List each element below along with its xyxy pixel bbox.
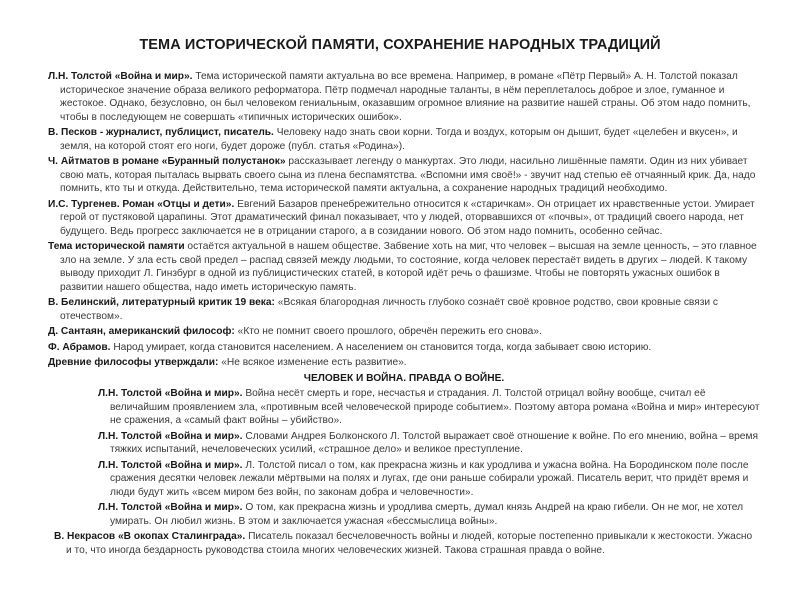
paragraph-lead: В. Белинский, литературный критик 19 века: [48, 297, 275, 308]
paragraph [48, 325, 760, 339]
paragraph-text: Писатель показал бесчеловечность войны и людей, которые постепенно привыкали к жестокости. Ужасно и то, что иногда бездарность руководства стоила многих человеческих жизней. Такова страшная правда о войне. [66, 531, 753, 556]
paragraph-text: остаётся актуальной в нашем обществе. Забвение хоть на миг, что человек – высшая на земле ценность, – это главное зло на земле. У зла есть свой предел – распад связей между людьми, то состояние, когда человек перестаёт видеть в других – людей. К такому выводу приходит Л. Гинзбург в одной из публицистических статей, в которой идёт речь о фашизме. Чтобы не повторять ужасных ошибок в развитии нашего общества, надо иметь историческую память. [60, 241, 757, 293]
paragraph [48, 155, 760, 196]
paragraph-text: «Не всякое изменение есть развитие». [218, 357, 407, 368]
paragraph-text: Л. Толстой писал о том, как прекрасна жизнь и как уродлива и ужасна война. На Бородинском поле после сражения десятки человек лежали мёртвыми на полях и лугах, где они раньше собирали урожай. Писатель верит, что придёт время и люди будут жить «всем миром без войн, по законам добра и человечности». [110, 459, 749, 498]
paragraph [48, 341, 760, 355]
paragraph-text: Евгений Базаров пренебрежительно относится к «старичкам». Он отрицает их нравственные устои. Умирает герой от пустяковой царапины. Этот драматический финал показывает, что у людей, оторвавшихся от «почвы», от традиций своего народа, нет будущего. Ведь прогресс заключается не в отрицании старого, а в созидании нового. Об этом надо помнить, особенно сейчас. [60, 198, 755, 237]
paragraph [48, 501, 760, 528]
paragraph-lead: Л.Н. Толстой «Война и мир». [98, 459, 243, 471]
paragraph-text: Война несёт смерть и горе, несчастья и страдания. Л. Толстой отрицал войну вообще, считал её величайшим проявлением зла, «противным всей человеческой природе событием». Поэтому автора романа «Война и мир» интересуют не сражения, а «самый факт войны – убийство». [110, 388, 760, 426]
paragraph [48, 430, 760, 457]
paragraph-lead: В. Песков - журналист, публицист, писатель. [48, 127, 274, 138]
paragraph [48, 198, 760, 239]
paragraph-text: рассказывает легенду о манкуртах. Это люди, насильно лишённые памяти. Один из них убивает свою мать, которая пыталась вырвать своего сына из плена беспамятства. «Вспомни имя своё!» - звучит над степью её отчаянный крик. Да, надо помнить, кто ты и откуда. Действительно, тема исторической памяти актуальна, а сохранение народных традиций необходимо. [60, 156, 756, 194]
paragraph-lead: Д. Сантаян, американский философ: [48, 326, 235, 337]
paragraph-lead: Ф. Абрамов. [48, 341, 111, 353]
paragraph [48, 356, 760, 370]
paragraph-text: Тема исторической памяти актуальна во все времена. Например, в романе «Пётр Первый» А. Н. Толстой показал историческое значение образа великого реформатора. Пётр подмечал народные таланты, в нём переплеталось доброе и злое, гуманное и жестокое. Однако, безусловно, он был человеком гениальным, оказавшим огромное влияние на развитие нашей страны. Об этом надо помнить, чтобы в последующем не совершать «типичных исторических ошибок». [60, 71, 751, 123]
paragraph-text: Словами Андрея Болконского Л. Толстой выражает своё отношение к войне. По его мнению, война – время тяжких испытаний, нечеловеческих усилий, «страшное дело» и великое преступление. [110, 430, 758, 455]
paragraph [48, 387, 760, 428]
paragraph-text: «Всякая благородная личность глубоко сознаёт своё кровное родство, свои кровные связи с отечеством». [60, 297, 719, 322]
paragraph [48, 459, 760, 500]
page-title: ТЕМА ИСТОРИЧЕСКОЙ ПАМЯТИ, СОХРАНЕНИЕ НАРОДНЫХ ТРАДИЦИЙ [139, 37, 661, 53]
paragraph [48, 70, 760, 124]
paragraph-lead: Л.Н. Толстой «Война и мир». [98, 388, 243, 399]
paragraph-lead: Тема исторической памяти [48, 241, 185, 252]
paragraph [48, 296, 760, 323]
paragraph-lead: Л.Н. Толстой «Война и мир». [98, 502, 243, 513]
document-body [48, 70, 760, 559]
paragraph-lead: Л.Н. Толстой «Война и мир». [98, 430, 243, 442]
section-heading: ЧЕЛОВЕК И ВОЙНА. ПРАВДА О ВОЙНЕ. [303, 372, 505, 384]
paragraph-text: «Кто не помнит своего прошлого, обречён пережить его снова». [234, 326, 542, 337]
paragraph-lead: Древние философы утверждали: [48, 357, 219, 368]
paragraph-lead: Л.Н. Толстой «Война и мир». [48, 71, 193, 82]
paragraph-text: Человеку надо знать свои корни. Тогда и воздух, которым он дышит, будет «целебен и вкусен», и земля, на которой стоят его ноги, будет дороже (публ. статья «Родина»). [60, 127, 738, 152]
paragraph-lead: В. Некрасов «В окопах Сталинграда». [54, 531, 246, 542]
paragraph-text: Народ умирает, когда становится населением. А населением он становится тогда, когда забывает свою историю. [110, 341, 652, 353]
paragraph-lead: Ч. Айтматов в романе «Буранный полустанок» [48, 156, 286, 167]
paragraph [48, 240, 760, 294]
paragraph [48, 126, 760, 153]
paragraph-lead: И.С. Тургенев. Роман «Отцы и дети». [48, 198, 235, 210]
paragraph [48, 530, 760, 557]
paragraph-text: О том, как прекрасна жизнь и уродлива смерть, думал князь Андрей на краю гибели. Он не мог, не хотел умирать. Он любил жизнь. В этом и заключается ужасная «бессмыслица войны». [110, 502, 744, 527]
